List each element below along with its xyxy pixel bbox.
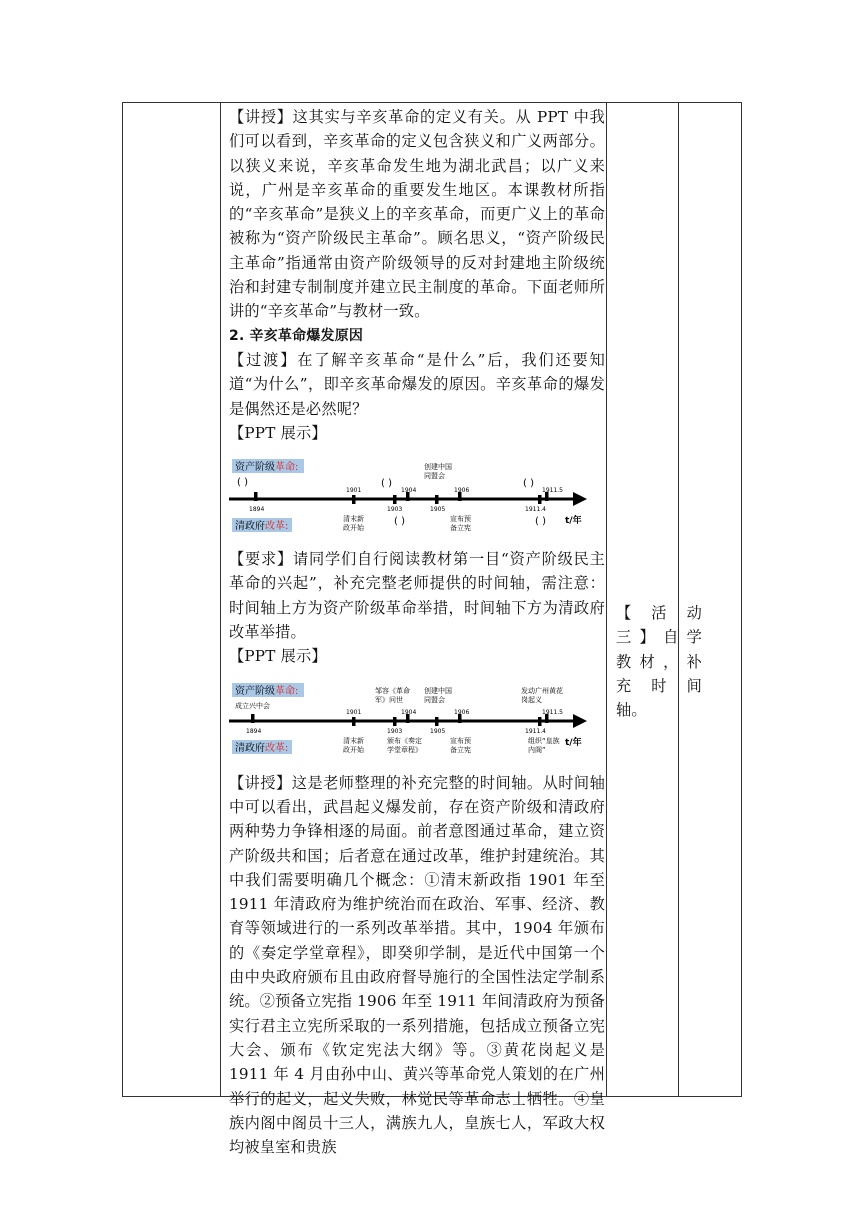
- requirement-paragraph: 【要求】请同学们自行阅读教材第一目“资产阶级民主革命的兴起”，补充完整老师提供的时间轴，需注意：时间轴上方为资产阶级革命举措，时间轴下方为清政府改革举措。: [229, 550, 605, 642]
- tick-1894: [251, 714, 255, 723]
- axis-arrow: [573, 714, 587, 728]
- event-1901-b: 政开始: [343, 524, 364, 533]
- axis-unit: t/年: [565, 516, 582, 527]
- event-1901-b: 政开始: [343, 745, 364, 754]
- label-bourgeois: 资产阶级革命:: [235, 462, 299, 474]
- axis-unit: t/年: [565, 737, 582, 748]
- event-1911-4-a: 发动广州黄花: [521, 686, 563, 695]
- axis-arrow: [573, 492, 587, 506]
- year-1905: 1905: [430, 727, 446, 735]
- year-1903: 1903: [387, 727, 403, 735]
- ppt-label-1: 【PPT 展示】: [229, 423, 327, 442]
- transition-paragraph: 【过渡】在了解辛亥革命“是什么”后，我们还要知道“为什么”，即辛亥革命爆发的原因。辛亥革命的爆发是偶然还是必然呢？: [229, 350, 605, 418]
- event-1905-b: 同盟会: [424, 695, 445, 704]
- timeline-completed: [229, 679, 605, 763]
- lesson-table: [122, 102, 742, 1157]
- year-1911-5: 1911.5: [542, 487, 563, 495]
- column-divider: [678, 103, 679, 1096]
- blank-1911-5: ( ): [535, 516, 546, 528]
- teaching-content-cell: [229, 105, 605, 1159]
- tick-1905: [435, 717, 439, 726]
- tick-1901: [352, 717, 356, 726]
- event-1894: 成立兴中会: [235, 701, 270, 710]
- lecture-paragraph-1: 【讲授】这其实与辛亥革命的定义有关。从 PPT 中我们可以看到，辛亥革命的定义包含狭义和广义两部分。以狭义来说，辛亥革命发生地为湖北武昌；以广义来说，广州是辛亥革命的重要发生地区。本课教材所指的“辛亥革命”是狭义上的辛亥革命，而更广义上的革命被称为“资产阶级民主革命”。顾名思义，“资产阶级民主革命”指通常由资产阶级领导的反对封建地主阶级统治和封建专制制度并建立民主制度的革命。下面老师所讲的“辛亥革命”与教材一致。: [229, 108, 605, 321]
- label-qing: 清政府改革:: [235, 742, 289, 754]
- tick-1903: [393, 717, 397, 726]
- year-1901: 1901: [346, 708, 362, 716]
- activity-line: 充 时 间: [616, 676, 702, 695]
- event-1906-b: 备立宪: [450, 524, 471, 533]
- event-1906-b: 备立宪: [450, 745, 471, 754]
- tick-1901: [352, 495, 356, 504]
- year-1906: 1906: [454, 708, 470, 716]
- year-1911-4: 1911.4: [525, 506, 546, 514]
- event-1901-a: 清末新: [343, 515, 364, 524]
- tick-1903: [393, 495, 397, 504]
- tick-1905: [435, 495, 439, 504]
- year-1911-4: 1911.4: [525, 727, 546, 735]
- column-divider: [606, 103, 607, 1096]
- event-1906-a: 宣布预: [450, 515, 471, 524]
- year-1904: 1904: [401, 708, 417, 716]
- year-1904: 1904: [401, 487, 417, 495]
- activity-line: 教材，补: [616, 652, 702, 671]
- activity-line: 【 活 动: [616, 604, 702, 622]
- tick-1911-4: [538, 717, 542, 726]
- year-1894: 1894: [246, 727, 262, 735]
- event-1911-4-b: 岗起义: [521, 695, 542, 704]
- blank-1911-4: ( ): [523, 478, 534, 490]
- tick-1894: [254, 492, 258, 501]
- activity-line: 三】自学: [616, 628, 702, 647]
- year-1905: 1905: [430, 506, 446, 514]
- column-divider: [220, 103, 221, 1096]
- activity-cell: [616, 601, 702, 722]
- section-heading: 2. 辛亥革命爆发原因: [229, 327, 364, 344]
- year-1903: 1903: [387, 506, 403, 514]
- event-1905-top-b: 同盟会: [424, 472, 445, 481]
- event-1903-a: 邹容《革命: [375, 686, 410, 695]
- year-1911-5: 1911.5: [542, 708, 563, 716]
- blank-1894: ( ): [237, 477, 248, 489]
- event-1906-a: 宣布预: [450, 736, 471, 745]
- tick-1911-4: [538, 495, 542, 504]
- event-1904-a: 颁布《奏定: [387, 736, 422, 745]
- ppt-label-2: 【PPT 展示】: [229, 647, 327, 666]
- year-1906: 1906: [454, 487, 470, 495]
- lecture-paragraph-2: 【讲授】这是老师整理的补充完整的时间轴。从时间轴中可以看出，武昌起义爆发前，存在资产阶级和清政府两种势力争锋相逐的局面。前者意图通过革命，建立资产阶级共和国；后者意在通过改革，维护封建统治。其中我们需要明确几个概念：①清末新政指 1901 年至 1911 年清政府为维护统治而在政治、军事、经济、教育等领域进行的一系列改革举措。其中，1904 年颁布的《奏定学堂章程》，即癸卯学制，是近代中国第一个由中央政府颁布且由政府督导施行的全国性法定学制系统。②预备立宪指 1906 年至 1911 年间清政府为预备实行君主立宪所采取的一系列措施，包括成立预备立宪大会、颁布《钦定宪法大纲》等。③黄花岗起义是 1911 年 4 月由孙中山、黄兴等革命党人策划的在广州举行的起义，起义失败，林觉民等革命志士牺牲。④皇族内阁中阁员十三人，满族九人，皇族七人，军政大权均被皇室和贵族: [229, 773, 605, 1157]
- year-1894: 1894: [249, 506, 265, 514]
- event-1904-b: 学堂章程》: [387, 745, 422, 754]
- event-1911-5-a: 组织“皇族: [528, 736, 560, 745]
- event-1901-a: 清末新: [343, 736, 364, 745]
- label-qing: 清政府改革:: [235, 521, 289, 533]
- event-1903-b: 军》问世: [375, 695, 403, 704]
- blank-1904: ( ): [394, 516, 405, 528]
- event-1911-5-b: 内阁”: [528, 745, 546, 754]
- event-1905-a: 创建中国: [424, 686, 452, 695]
- activity-line: 轴。: [616, 701, 647, 720]
- year-1901: 1901: [346, 487, 362, 495]
- label-bourgeois: 资产阶级革命:: [235, 685, 299, 697]
- event-1905-top-a: 创建中国: [424, 463, 452, 472]
- timeline-blank: [229, 455, 605, 539]
- blank-1903: ( ): [381, 478, 392, 490]
